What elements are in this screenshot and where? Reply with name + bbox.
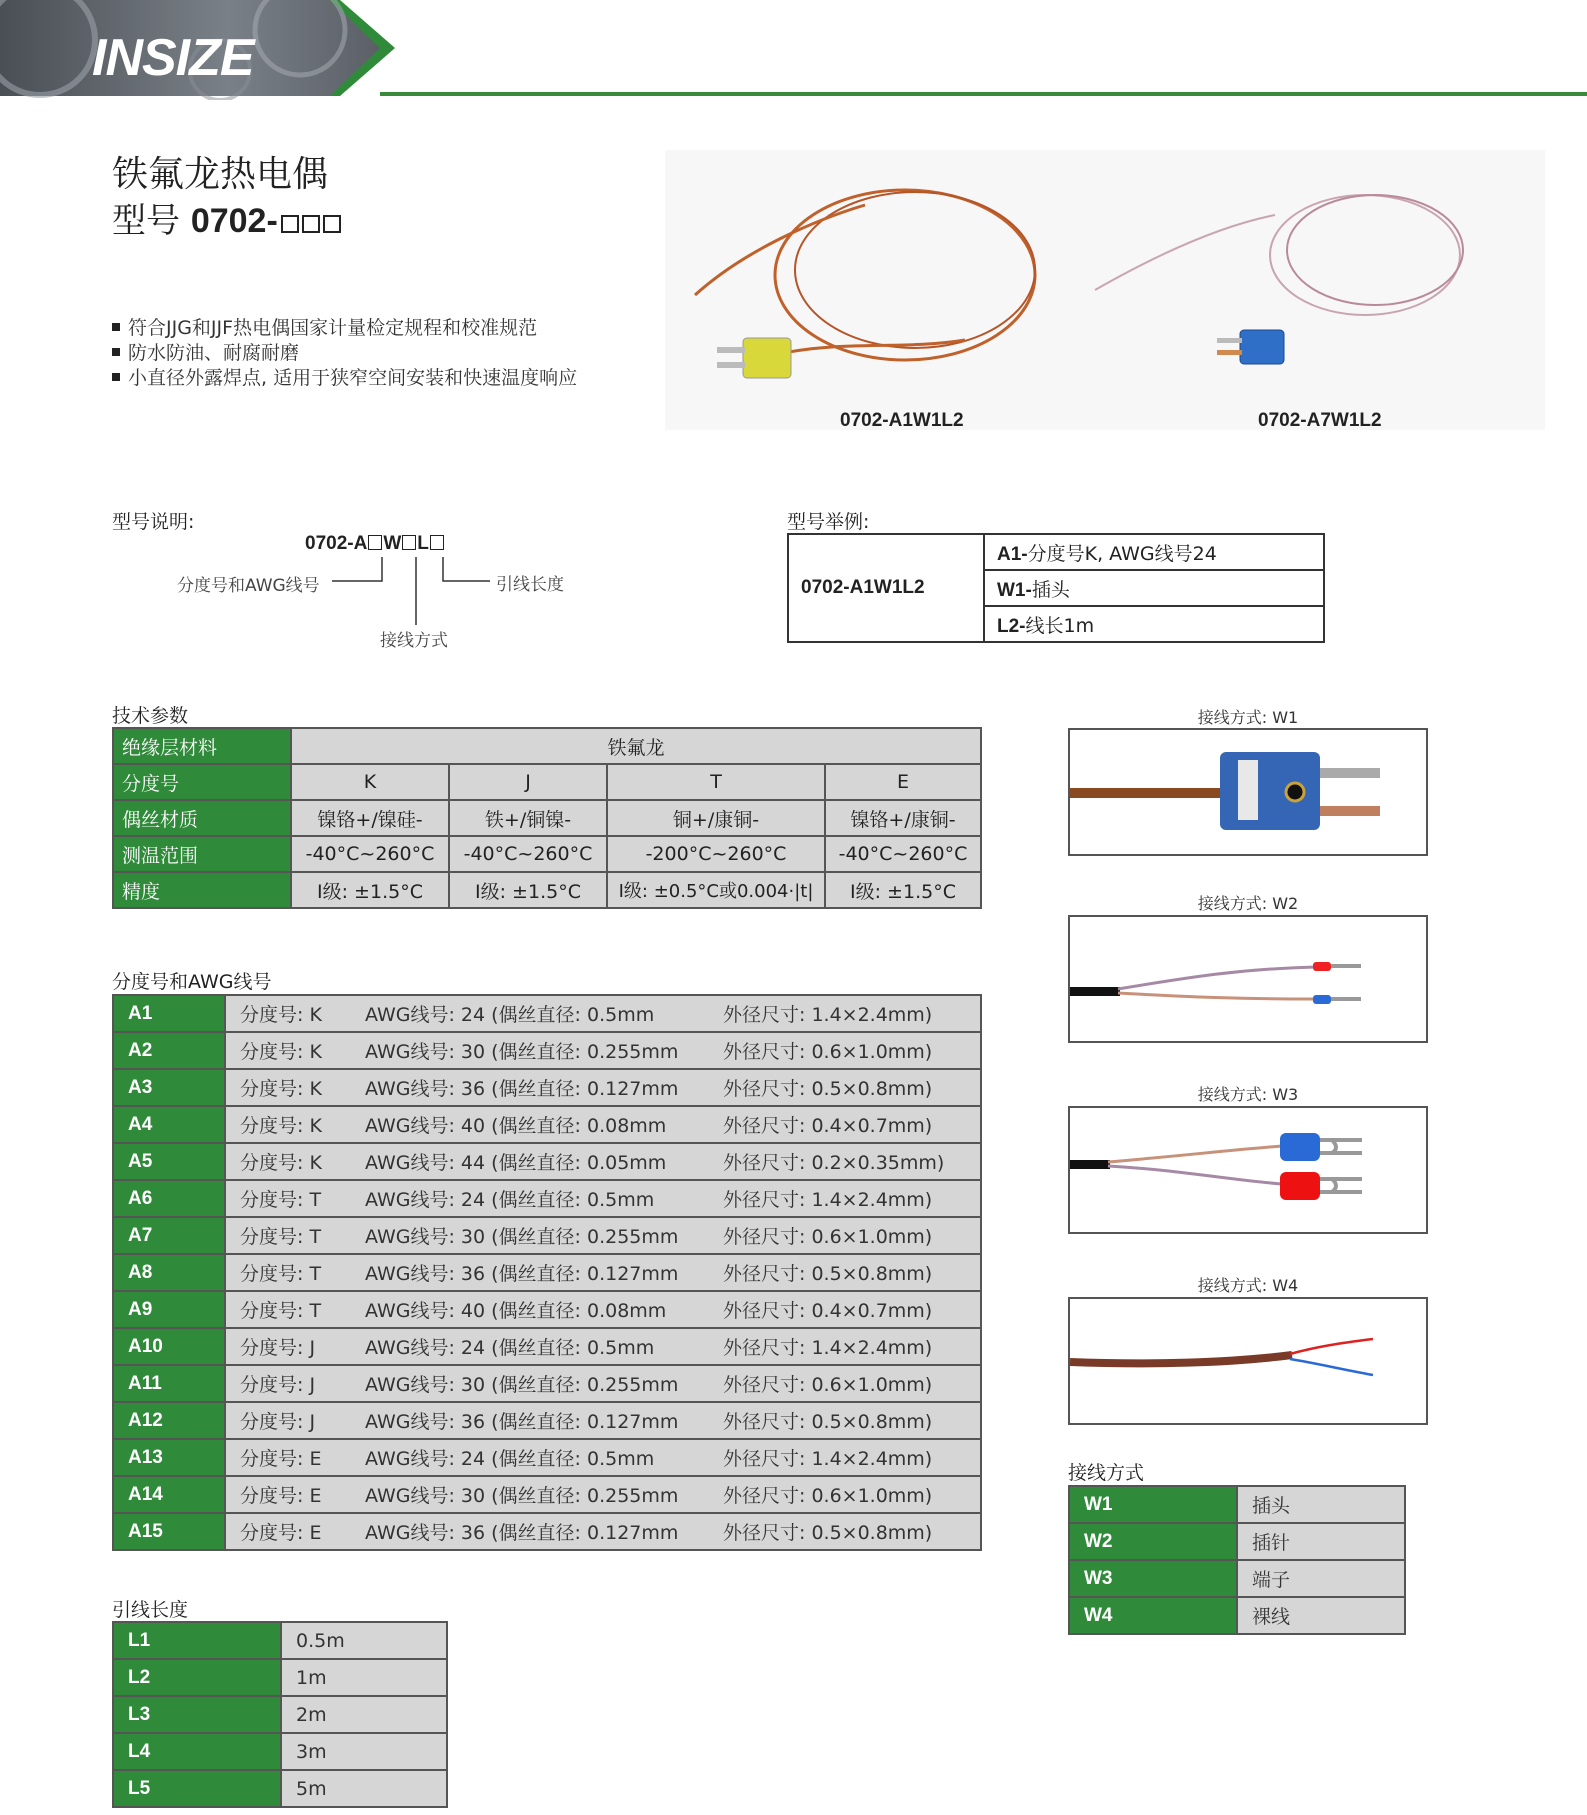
awg-od: 外径尺寸: 1.4×2.4mm) xyxy=(723,1004,933,1026)
tech-row-label: 精度 xyxy=(113,872,291,908)
awg-row xyxy=(113,1439,981,1476)
length-code: L2 xyxy=(113,1659,281,1696)
wiring-code: W2 xyxy=(1069,1523,1237,1560)
tech-row-label: 分度号 xyxy=(113,764,291,800)
awg-od: 外径尺寸: 0.2×0.35mm) xyxy=(723,1152,945,1174)
awg-size: AWG线号: 24 (偶丝直径: 0.5mm xyxy=(365,1448,655,1470)
awg-grade: 分度号: T xyxy=(240,1226,322,1248)
awg-size: AWG线号: 36 (偶丝直径: 0.127mm xyxy=(365,1411,679,1433)
tech-cell: 铁氟龙 xyxy=(291,728,981,764)
awg-code: A11 xyxy=(113,1365,225,1402)
length-value: 3m xyxy=(281,1733,447,1770)
model-explain-lines xyxy=(300,555,500,630)
example-row: L2-线长1m xyxy=(984,606,1324,642)
awg-detail xyxy=(225,1402,981,1439)
product-caption-1: 0702-A1W1L2 xyxy=(840,410,964,431)
tech-cell: 铜+/康铜- xyxy=(607,800,825,836)
awg-grade: 分度号: E xyxy=(240,1448,322,1470)
pin-connector-icon xyxy=(1070,917,1426,1041)
awg-grade: 分度号: E xyxy=(240,1522,322,1544)
awg-row xyxy=(113,995,981,1032)
awg-od: 外径尺寸: 1.4×2.4mm) xyxy=(723,1337,933,1359)
tech-cell: 铁+/铜镍- xyxy=(449,800,607,836)
label-length: 引线长度 xyxy=(496,575,564,595)
awg-grade: 分度号: K xyxy=(240,1078,322,1100)
awg-od: 外径尺寸: 0.6×1.0mm) xyxy=(723,1041,933,1063)
awg-od: 外径尺寸: 0.5×0.8mm) xyxy=(723,1411,933,1433)
length-row xyxy=(113,1622,447,1659)
tech-row-label: 偶丝材质 xyxy=(113,800,291,836)
awg-detail xyxy=(225,1106,981,1143)
awg-code: A2 xyxy=(113,1032,225,1069)
awg-row xyxy=(113,1143,981,1180)
awg-grade: 分度号: K xyxy=(240,1004,322,1026)
awg-heading: 分度号和AWG线号 xyxy=(112,971,272,993)
awg-row xyxy=(113,1069,981,1106)
wiring-image-label: 接线方式: W2 xyxy=(1197,894,1299,913)
wiring-image-w3 xyxy=(1068,1106,1428,1234)
page-title: 铁氟龙热电偶 xyxy=(112,154,329,195)
awg-detail xyxy=(225,1032,981,1069)
model-example-heading: 型号举例: xyxy=(787,511,870,533)
model-example-table xyxy=(787,533,1325,643)
header-rule xyxy=(380,92,1587,96)
wiring-heading: 接线方式 xyxy=(1068,1462,1145,1484)
awg-od: 外径尺寸: 0.5×0.8mm) xyxy=(723,1522,933,1544)
product-caption-2: 0702-A7W1L2 xyxy=(1258,410,1382,431)
wiring-value: 端子 xyxy=(1237,1560,1405,1597)
awg-detail xyxy=(225,1513,981,1550)
model-code-pattern: 0702-A W L xyxy=(305,533,445,555)
tech-heading: 技术参数 xyxy=(112,705,189,727)
wiring-image-label: 接线方式: W4 xyxy=(1197,1276,1299,1295)
awg-detail xyxy=(225,1069,981,1106)
awg-row xyxy=(113,1106,981,1143)
tech-cell: Ⅰ级: ±0.5°C或0.004·|t| xyxy=(607,872,825,908)
terminal-connector-icon xyxy=(1070,1108,1426,1232)
tech-cell: -200°C~260°C xyxy=(607,836,825,872)
feature-item: 符合JJG和JJF热电偶国家计量检定规程和校准规范 xyxy=(112,316,577,341)
model-title: 型号 0702- xyxy=(112,193,341,242)
awg-code: A5 xyxy=(113,1143,225,1180)
tech-row-label: 绝缘层材料 xyxy=(113,728,291,764)
awg-row xyxy=(113,1402,981,1439)
length-row xyxy=(113,1696,447,1733)
awg-od: 外径尺寸: 0.4×0.7mm) xyxy=(723,1115,933,1137)
awg-code: A10 xyxy=(113,1328,225,1365)
awg-code: A15 xyxy=(113,1513,225,1550)
wiring-image-label: 接线方式: W1 xyxy=(1197,708,1299,727)
brand-logo: INSIZE xyxy=(92,29,254,87)
tech-cell: 镍铬+/镍硅- xyxy=(291,800,449,836)
product-photo-area xyxy=(665,150,1545,430)
awg-size: AWG线号: 30 (偶丝直径: 0.255mm xyxy=(365,1485,679,1507)
awg-detail xyxy=(225,1254,981,1291)
tech-cell: E xyxy=(825,764,981,800)
example-row: A1-分度号K, AWG线号24 xyxy=(984,534,1324,570)
awg-od: 外径尺寸: 0.6×1.0mm) xyxy=(723,1374,933,1396)
length-heading: 引线长度 xyxy=(112,1599,189,1621)
awg-od: 外径尺寸: 1.4×2.4mm) xyxy=(723,1189,933,1211)
length-code: L4 xyxy=(113,1733,281,1770)
tech-cell: Ⅰ级: ±1.5°C xyxy=(449,872,607,908)
awg-od: 外径尺寸: 0.5×0.8mm) xyxy=(723,1263,933,1285)
tech-cell: -40°C~260°C xyxy=(449,836,607,872)
awg-code: A14 xyxy=(113,1476,225,1513)
awg-size: AWG线号: 30 (偶丝直径: 0.255mm xyxy=(365,1374,679,1396)
feature-item: 小直径外露焊点, 适用于狭窄空间安装和快速温度响应 xyxy=(112,366,577,391)
tech-cell: -40°C~260°C xyxy=(291,836,449,872)
wiring-value: 插头 xyxy=(1237,1486,1405,1523)
awg-detail xyxy=(225,1476,981,1513)
model-explain-heading: 型号说明: xyxy=(112,511,195,533)
placeholder-box xyxy=(323,215,341,233)
awg-row xyxy=(113,1328,981,1365)
wiring-value: 插针 xyxy=(1237,1523,1405,1560)
placeholder-box xyxy=(281,215,299,233)
awg-code: A12 xyxy=(113,1402,225,1439)
awg-detail xyxy=(225,1217,981,1254)
tech-cell: Ⅰ级: ±1.5°C xyxy=(291,872,449,908)
product-photos xyxy=(665,150,1545,430)
awg-code: A8 xyxy=(113,1254,225,1291)
awg-code: A1 xyxy=(113,995,225,1032)
length-value: 1m xyxy=(281,1659,447,1696)
awg-od: 外径尺寸: 1.4×2.4mm) xyxy=(723,1448,933,1470)
awg-code: A7 xyxy=(113,1217,225,1254)
wiring-image-label: 接线方式: W3 xyxy=(1197,1085,1299,1104)
wiring-code: W4 xyxy=(1069,1597,1237,1634)
example-row: W1-插头 xyxy=(984,570,1324,606)
awg-od: 外径尺寸: 0.6×1.0mm) xyxy=(723,1485,933,1507)
placeholder-box xyxy=(302,215,320,233)
awg-grade: 分度号: K xyxy=(240,1041,322,1063)
awg-grade: 分度号: E xyxy=(240,1485,322,1507)
awg-row xyxy=(113,1254,981,1291)
awg-row xyxy=(113,1217,981,1254)
awg-row xyxy=(113,1513,981,1550)
tech-cell: 镍铬+/康铜- xyxy=(825,800,981,836)
awg-code: A3 xyxy=(113,1069,225,1106)
length-value: 5m xyxy=(281,1770,447,1807)
example-code: 0702-A1W1L2 xyxy=(788,534,984,642)
awg-size: AWG线号: 36 (偶丝直径: 0.127mm xyxy=(365,1522,679,1544)
awg-code: A4 xyxy=(113,1106,225,1143)
length-code: L5 xyxy=(113,1770,281,1807)
awg-od: 外径尺寸: 0.4×0.7mm) xyxy=(723,1300,933,1322)
length-value: 2m xyxy=(281,1696,447,1733)
wiring-image-w2 xyxy=(1068,915,1428,1043)
awg-grade: 分度号: J xyxy=(240,1374,316,1396)
awg-size: AWG线号: 40 (偶丝直径: 0.08mm xyxy=(365,1115,667,1137)
wiring-code: W1 xyxy=(1069,1486,1237,1523)
awg-table xyxy=(112,994,982,1551)
tech-cell: K xyxy=(291,764,449,800)
awg-code: A6 xyxy=(113,1180,225,1217)
tech-table xyxy=(112,727,982,909)
awg-od: 外径尺寸: 0.6×1.0mm) xyxy=(723,1226,933,1248)
awg-size: AWG线号: 24 (偶丝直径: 0.5mm xyxy=(365,1337,655,1359)
length-row xyxy=(113,1770,447,1807)
awg-detail xyxy=(225,1291,981,1328)
awg-row xyxy=(113,1291,981,1328)
wiring-row xyxy=(1069,1523,1405,1560)
awg-detail xyxy=(225,1328,981,1365)
tech-cell: T xyxy=(607,764,825,800)
awg-detail xyxy=(225,1365,981,1402)
yellow-plug-icon xyxy=(743,338,791,378)
length-row xyxy=(113,1659,447,1696)
awg-size: AWG线号: 40 (偶丝直径: 0.08mm xyxy=(365,1300,667,1322)
awg-row xyxy=(113,1365,981,1402)
awg-size: AWG线号: 30 (偶丝直径: 0.255mm xyxy=(365,1041,679,1063)
bare-wire-icon xyxy=(1070,1299,1426,1423)
awg-grade: 分度号: K xyxy=(240,1152,322,1174)
tech-cell: -40°C~260°C xyxy=(825,836,981,872)
length-row xyxy=(113,1733,447,1770)
awg-grade: 分度号: T xyxy=(240,1263,322,1285)
awg-row xyxy=(113,1032,981,1069)
feature-list xyxy=(112,316,577,391)
awg-size: AWG线号: 30 (偶丝直径: 0.255mm xyxy=(365,1226,679,1248)
awg-od: 外径尺寸: 0.5×0.8mm) xyxy=(723,1078,933,1100)
wiring-table xyxy=(1068,1485,1406,1635)
awg-grade: 分度号: J xyxy=(240,1411,316,1433)
tech-cell: Ⅰ级: ±1.5°C xyxy=(825,872,981,908)
awg-detail xyxy=(225,1180,981,1217)
blue-plug-icon xyxy=(1240,330,1284,364)
plug-connector-icon xyxy=(1070,730,1426,854)
length-code: L1 xyxy=(113,1622,281,1659)
wiring-code: W3 xyxy=(1069,1560,1237,1597)
wiring-value: 裸线 xyxy=(1237,1597,1405,1634)
awg-size: AWG线号: 36 (偶丝直径: 0.127mm xyxy=(365,1263,679,1285)
awg-size: AWG线号: 24 (偶丝直径: 0.5mm xyxy=(365,1004,655,1026)
wiring-row xyxy=(1069,1486,1405,1523)
awg-code: A9 xyxy=(113,1291,225,1328)
length-code: L3 xyxy=(113,1696,281,1733)
length-table xyxy=(112,1621,448,1808)
awg-grade: 分度号: T xyxy=(240,1300,322,1322)
label-wiring: 接线方式 xyxy=(380,631,448,651)
awg-row xyxy=(113,1476,981,1513)
awg-grade: 分度号: J xyxy=(240,1337,316,1359)
awg-size: AWG线号: 44 (偶丝直径: 0.05mm xyxy=(365,1152,667,1174)
wiring-image-w4 xyxy=(1068,1297,1428,1425)
awg-grade: 分度号: K xyxy=(240,1115,322,1137)
wiring-image-w1 xyxy=(1068,728,1428,856)
wiring-row xyxy=(1069,1560,1405,1597)
wiring-row xyxy=(1069,1597,1405,1634)
awg-detail xyxy=(225,1143,981,1180)
awg-grade: 分度号: T xyxy=(240,1189,322,1211)
awg-detail xyxy=(225,995,981,1032)
awg-row xyxy=(113,1180,981,1217)
feature-item: 防水防油、耐腐耐磨 xyxy=(112,341,577,366)
label-grade: 分度号和AWG线号 xyxy=(177,576,320,596)
awg-code: A13 xyxy=(113,1439,225,1476)
tech-row-label: 测温范围 xyxy=(113,836,291,872)
length-value: 0.5m xyxy=(281,1622,447,1659)
awg-detail xyxy=(225,1439,981,1476)
tech-cell: J xyxy=(449,764,607,800)
awg-size: AWG线号: 24 (偶丝直径: 0.5mm xyxy=(365,1189,655,1211)
awg-size: AWG线号: 36 (偶丝直径: 0.127mm xyxy=(365,1078,679,1100)
